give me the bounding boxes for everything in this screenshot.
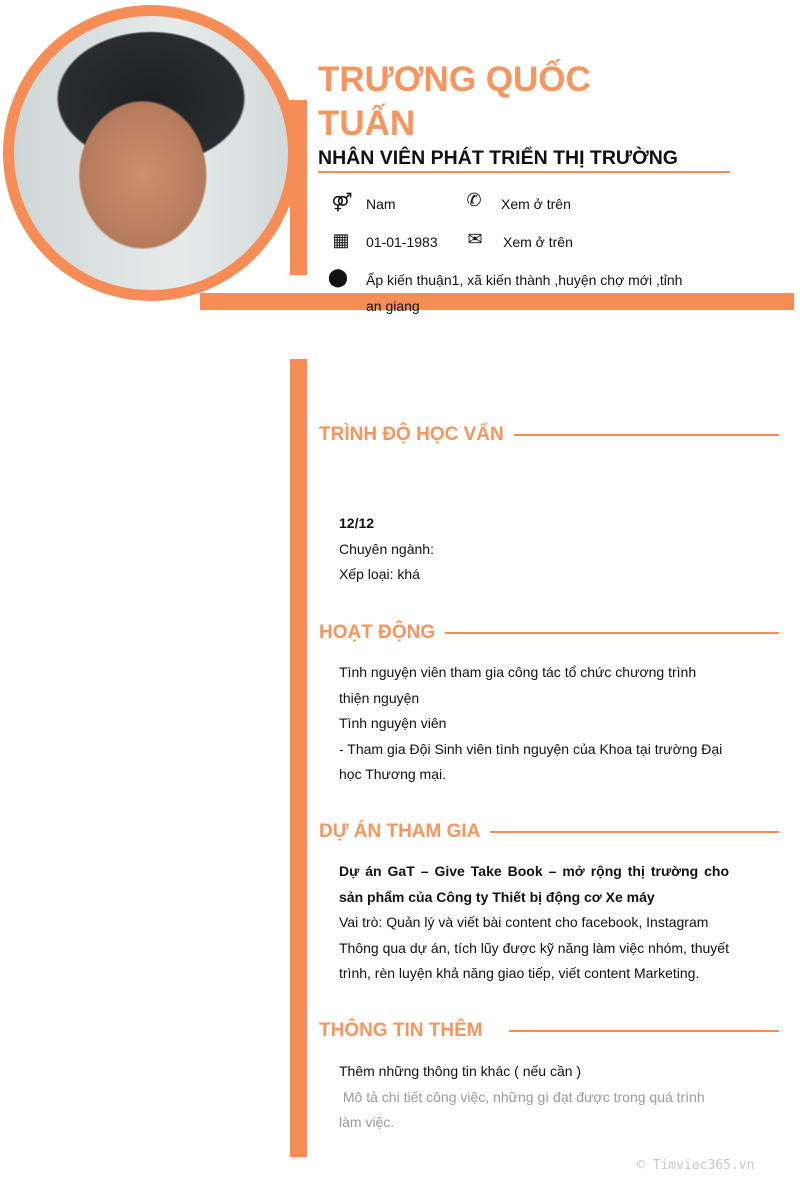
heading-line [445,632,779,634]
job-title: NHÂN VIÊN PHÁT TRIỂN THỊ TRƯỜNG [318,147,678,169]
birthdate-value: 01-01-1983 [366,234,438,250]
candidate-name: TRƯƠNG QUỐC TUẤN [318,60,591,143]
calendar-icon: ▦ [332,230,350,250]
section-heading-extra [319,1020,779,1042]
extra-content [339,1059,729,1136]
address-value: Ấp kiến thuận1, xã kiến thành ,huyện chợ mới ,tỉnh an giang [366,272,683,314]
extra-description: Mô tả chi tiết công việc, những gì đạt được trong quá trình làm việc. [339,1088,709,1130]
education-content [339,511,729,588]
section-heading-projects [319,821,779,843]
heading-text: DỰ ÁN THAM GIA [319,821,481,842]
watermark: © Timviec365.vn [637,1158,755,1173]
section-heading-activities [319,622,779,644]
gender-icon: ⚤ [331,192,353,212]
heading-text: TRÌNH ĐỘ HỌC VẤN [319,424,504,445]
activity-line: - Tham gia Đội Sinh viên tình nguyện của Khoa tại trường Đại học Thương mại. [339,740,723,782]
heading-line [514,434,779,436]
project-result: Thông qua dự án, tích lũy được kỹ năng làm việc nhóm, thuyết trình, rèn luyện khả năng giao tiếp, viết content Marketing. [339,939,729,981]
avatar-photo [14,16,288,290]
project-name: Dự án GaT – Give Take Book – mở rộng thị trường cho sản phẩm của Công ty Thiết bị động cơ Xe máy [339,863,729,905]
location-icon: ⬤ [327,267,349,287]
project-role: Vai trò: Quản lý và viết bài content cho facebook, Instagram [339,914,709,930]
projects-content [339,859,729,987]
email-icon: ✉ [467,229,483,249]
degree: 12/12 [339,515,375,531]
phone-value: Xem ở trên [501,196,571,212]
decor-bar [290,359,307,1157]
email-value: Xem ở trên [503,234,573,250]
phone-icon: ✆ [466,190,482,210]
heading-text: THÔNG TIN THÊM [319,1020,483,1041]
heading-line [490,831,779,833]
heading-line [509,1030,779,1032]
gender-value: Nam [366,196,396,212]
extra-line: Thêm những thông tin khác ( nếu cần ) [339,1063,582,1079]
activity-line: Tình nguyện viên tham gia công tác tổ chức chương trình thiện nguyện [339,664,697,706]
decor-bar [290,100,307,275]
activities-content [339,660,729,788]
section-heading-education [319,424,779,446]
activity-line: Tình nguyện viên [339,715,447,731]
grade: Xếp loại: khá [339,566,420,582]
heading-text: HOẠT ĐỘNG [319,622,436,643]
divider [318,171,730,173]
major: Chuyên ngành: [339,540,434,557]
